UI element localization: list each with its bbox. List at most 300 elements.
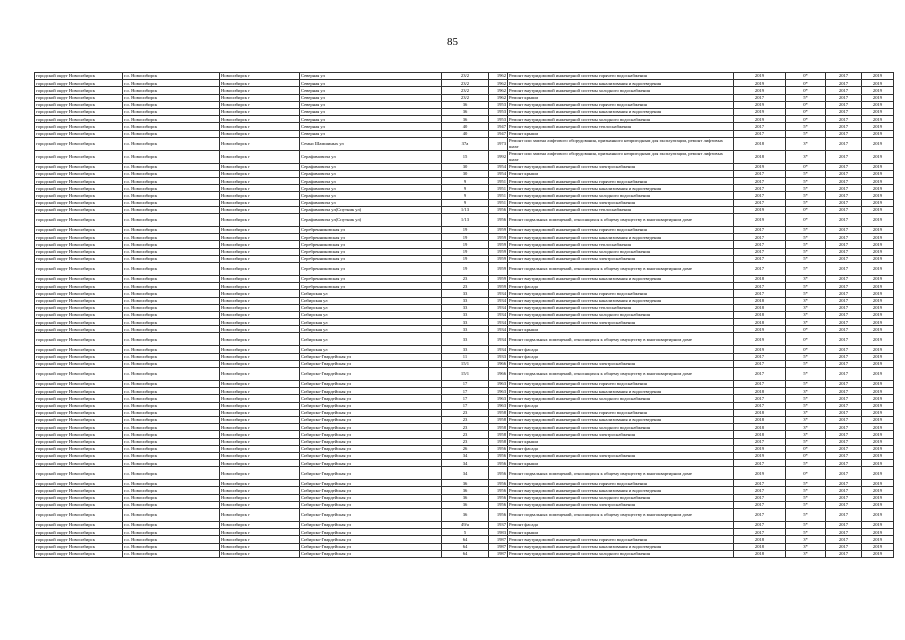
- period-end-cell: 2019: [862, 87, 894, 94]
- work-type-cell: Ремонт внутридомовой инженерной системы канализования и водоотведения: [508, 275, 734, 282]
- work-type-cell: Ремонт внутридомовой инженерной системы холодного водоснабжения: [508, 116, 734, 123]
- street-cell: Серафимовича ул: [300, 178, 442, 185]
- period-start-cell: 2017: [826, 452, 862, 459]
- plan-year-cell: 2017: [734, 199, 786, 206]
- mark-cell: 0*: [786, 445, 826, 452]
- table-row: [35, 255, 894, 262]
- municipality-cell: городской округ Новосибирск: [35, 543, 123, 550]
- table-row: [35, 522, 894, 529]
- house-number-cell: 26: [442, 445, 489, 452]
- street-cell: Сибирско-Гвардейская ул: [300, 452, 442, 459]
- built-year-cell: 1956: [489, 206, 508, 213]
- plan-year-cell: 2018: [734, 416, 786, 423]
- city-cell: Новосибирск г: [220, 388, 300, 395]
- mark-cell: 5*: [786, 170, 826, 177]
- work-type-cell: Ремонт крыши: [508, 529, 734, 536]
- built-year-cell: 1934: [489, 311, 508, 318]
- mark-cell: 3*: [786, 550, 826, 557]
- district-cell: г.о. Новосибирск: [123, 452, 220, 459]
- period-end-cell: 2019: [862, 108, 894, 115]
- table-row: [35, 326, 894, 333]
- period-end-cell: 2019: [862, 163, 894, 170]
- table-row: [35, 402, 894, 409]
- work-type-cell: Ремонт фасада: [508, 522, 734, 529]
- municipality-cell: городской округ Новосибирск: [35, 431, 123, 438]
- district-cell: г.о. Новосибирск: [123, 297, 220, 304]
- table-row: [35, 283, 894, 290]
- house-number-cell: 36: [442, 480, 489, 487]
- municipality-cell: городской округ Новосибирск: [35, 460, 123, 467]
- plan-year-cell: 2019: [734, 326, 786, 333]
- plan-year-cell: 2017: [734, 248, 786, 255]
- city-cell: Новосибирск г: [220, 333, 300, 346]
- work-type-cell: Ремонт внутридомовой инженерной системы теплоснабжения: [508, 206, 734, 213]
- built-year-cell: 1951: [489, 192, 508, 199]
- house-number-cell: 36: [442, 487, 489, 494]
- municipality-cell: городской округ Новосибирск: [35, 170, 123, 177]
- mark-cell: 0*: [786, 163, 826, 170]
- period-end-cell: 2019: [862, 494, 894, 501]
- work-type-cell: Ремонт внутридомовой инженерной системы горячего водоснабжения: [508, 178, 734, 185]
- mark-cell: 5*: [786, 227, 826, 234]
- municipality-cell: городской округ Новосибирск: [35, 123, 123, 130]
- period-start-cell: 2017: [826, 319, 862, 326]
- municipality-cell: городской округ Новосибирск: [35, 178, 123, 185]
- street-cell: Семьи Шамшиных ул: [300, 137, 442, 150]
- house-number-cell: 40: [442, 123, 489, 130]
- street-cell: Серафимовича ул: [300, 185, 442, 192]
- table-row: [35, 529, 894, 536]
- table-row: [35, 178, 894, 185]
- built-year-cell: 1953: [489, 108, 508, 115]
- house-number-cell: 36: [442, 494, 489, 501]
- work-type-cell: Ремонт внутридомовой инженерной системы канализования и водоотведения: [508, 80, 734, 87]
- mark-cell: 5*: [786, 395, 826, 402]
- city-cell: Новосибирск г: [220, 381, 300, 388]
- house-number-cell: 15/1: [442, 368, 489, 381]
- district-cell: г.о. Новосибирск: [123, 431, 220, 438]
- house-number-cell: 40: [442, 130, 489, 137]
- city-cell: Новосибирск г: [220, 409, 300, 416]
- work-type-cell: Ремонт фасада: [508, 445, 734, 452]
- municipality-cell: городской округ Новосибирск: [35, 368, 123, 381]
- work-type-cell: Ремонт внутридомовой инженерной системы канализования и водоотведения: [508, 234, 734, 241]
- city-cell: Новосибирск г: [220, 290, 300, 297]
- house-number-cell: 33: [442, 333, 489, 346]
- period-end-cell: 2019: [862, 360, 894, 367]
- mark-cell: 5*: [786, 185, 826, 192]
- municipality-cell: городской округ Новосибирск: [35, 529, 123, 536]
- mark-cell: 0*: [786, 214, 826, 227]
- built-year-cell: 1959: [489, 227, 508, 234]
- district-cell: г.о. Новосибирск: [123, 522, 220, 529]
- table-row: [35, 467, 894, 480]
- built-year-cell: 1962: [489, 73, 508, 80]
- built-year-cell: 1959: [489, 262, 508, 275]
- period-end-cell: 2019: [862, 206, 894, 213]
- table-row: [35, 416, 894, 423]
- period-start-cell: 2017: [826, 494, 862, 501]
- municipality-cell: городской округ Новосибирск: [35, 214, 123, 227]
- city-cell: Новосибирск г: [220, 248, 300, 255]
- period-end-cell: 2019: [862, 227, 894, 234]
- period-end-cell: 2019: [862, 424, 894, 431]
- period-start-cell: 2017: [826, 311, 862, 318]
- house-number-cell: 36: [442, 509, 489, 522]
- work-type-cell: Ремонт крыши: [508, 94, 734, 101]
- work-type-cell: Ремонт внутридомовой инженерной системы горячего водоснабжения: [508, 101, 734, 108]
- plan-year-cell: 2017: [734, 395, 786, 402]
- mark-cell: 0*: [786, 108, 826, 115]
- mark-cell: 5*: [786, 438, 826, 445]
- city-cell: Новосибирск г: [220, 206, 300, 213]
- municipality-cell: городской округ Новосибирск: [35, 275, 123, 282]
- period-end-cell: 2019: [862, 445, 894, 452]
- work-type-cell: Ремонт подвальных помещений, относящихся к общему имуществу в многоквартирном доме: [508, 214, 734, 227]
- table-row: [35, 494, 894, 501]
- plan-year-cell: 2017: [734, 360, 786, 367]
- plan-year-cell: 2017: [734, 283, 786, 290]
- table-body: [35, 73, 894, 558]
- house-number-cell: 19: [442, 262, 489, 275]
- city-cell: Новосибирск г: [220, 199, 300, 206]
- period-end-cell: 2019: [862, 536, 894, 543]
- period-end-cell: 2019: [862, 509, 894, 522]
- plan-year-cell: 2018: [734, 297, 786, 304]
- city-cell: Новосибирск г: [220, 116, 300, 123]
- street-cell: Серафимовича ул: [300, 192, 442, 199]
- plan-year-cell: 2017: [734, 501, 786, 508]
- district-cell: г.о. Новосибирск: [123, 445, 220, 452]
- plan-year-cell: 2019: [734, 116, 786, 123]
- house-number-cell: 64: [442, 550, 489, 557]
- table-row: [35, 206, 894, 213]
- table-row: [35, 445, 894, 452]
- street-cell: Северная ул: [300, 116, 442, 123]
- house-number-cell: 9: [442, 185, 489, 192]
- table-row: [35, 130, 894, 137]
- mark-cell: 5*: [786, 262, 826, 275]
- district-cell: г.о. Новосибирск: [123, 262, 220, 275]
- built-year-cell: 1947: [489, 130, 508, 137]
- street-cell: Серебренниковская ул: [300, 283, 442, 290]
- plan-year-cell: 2017: [734, 178, 786, 185]
- house-number-cell: 23: [442, 424, 489, 431]
- period-end-cell: 2019: [862, 116, 894, 123]
- house-number-cell: 11: [442, 353, 489, 360]
- table-row: [35, 487, 894, 494]
- house-number-cell: 5: [442, 529, 489, 536]
- period-start-cell: 2017: [826, 431, 862, 438]
- house-number-cell: 36: [442, 116, 489, 123]
- district-cell: г.о. Новосибирск: [123, 255, 220, 262]
- municipality-cell: городской округ Новосибирск: [35, 241, 123, 248]
- municipality-cell: городской округ Новосибирск: [35, 185, 123, 192]
- mark-cell: 5*: [786, 255, 826, 262]
- built-year-cell: 1987: [489, 543, 508, 550]
- municipality-cell: городской округ Новосибирск: [35, 87, 123, 94]
- house-number-cell: 34: [442, 460, 489, 467]
- plan-year-cell: 2017: [734, 438, 786, 445]
- street-cell: Северная ул: [300, 123, 442, 130]
- plan-year-cell: 2018: [734, 550, 786, 557]
- plan-year-cell: 2017: [734, 509, 786, 522]
- period-start-cell: 2017: [826, 80, 862, 87]
- mark-cell: 0*: [786, 206, 826, 213]
- mark-cell: 3*: [786, 137, 826, 150]
- street-cell: Серебренниковская ул: [300, 241, 442, 248]
- mark-cell: 5*: [786, 509, 826, 522]
- mark-cell: 5*: [786, 360, 826, 367]
- house-number-cell: 33: [442, 346, 489, 353]
- house-number-cell: 19: [442, 248, 489, 255]
- district-cell: г.о. Новосибирск: [123, 73, 220, 80]
- city-cell: Новосибирск г: [220, 123, 300, 130]
- table-row: [35, 438, 894, 445]
- house-number-cell: 19: [442, 241, 489, 248]
- plan-year-cell: 2017: [734, 170, 786, 177]
- municipality-cell: городской округ Новосибирск: [35, 130, 123, 137]
- built-year-cell: 1959: [489, 234, 508, 241]
- district-cell: г.о. Новосибирск: [123, 487, 220, 494]
- period-start-cell: 2017: [826, 199, 862, 206]
- municipality-cell: городской округ Новосибирск: [35, 80, 123, 87]
- work-type-cell: Ремонт внутридомовой инженерной системы канализования и водоотведения: [508, 487, 734, 494]
- house-number-cell: 33: [442, 311, 489, 318]
- period-end-cell: 2019: [862, 452, 894, 459]
- house-number-cell: 33: [442, 304, 489, 311]
- street-cell: Серебренниковская ул: [300, 262, 442, 275]
- city-cell: Новосибирск г: [220, 550, 300, 557]
- mark-cell: 5*: [786, 487, 826, 494]
- municipality-cell: городской округ Новосибирск: [35, 255, 123, 262]
- street-cell: Сибирско-Гвардейская ул: [300, 402, 442, 409]
- table-row: [35, 116, 894, 123]
- city-cell: Новосибирск г: [220, 368, 300, 381]
- period-start-cell: 2017: [826, 170, 862, 177]
- built-year-cell: 1934: [489, 319, 508, 326]
- city-cell: Новосибирск г: [220, 438, 300, 445]
- city-cell: Новосибирск г: [220, 487, 300, 494]
- work-type-cell: Ремонт подвальных помещений, относящихся к общему имуществу в многоквартирном доме: [508, 262, 734, 275]
- plan-year-cell: 2017: [734, 522, 786, 529]
- built-year-cell: 1963: [489, 395, 508, 402]
- built-year-cell: 1956: [489, 487, 508, 494]
- period-start-cell: 2017: [826, 381, 862, 388]
- table-row: [35, 409, 894, 416]
- city-cell: Новосибирск г: [220, 460, 300, 467]
- house-number-cell: 23: [442, 438, 489, 445]
- work-type-cell: Ремонт крыши: [508, 130, 734, 137]
- mark-cell: 5*: [786, 501, 826, 508]
- street-cell: Сибирско-Гвардейская ул: [300, 522, 442, 529]
- municipality-cell: городской округ Новосибирск: [35, 388, 123, 395]
- city-cell: Новосибирск г: [220, 494, 300, 501]
- table-row: [35, 501, 894, 508]
- period-start-cell: 2017: [826, 460, 862, 467]
- work-type-cell: Ремонт внутридомовой инженерной системы электроснабжения: [508, 163, 734, 170]
- period-end-cell: 2019: [862, 353, 894, 360]
- built-year-cell: 1951: [489, 178, 508, 185]
- period-start-cell: 2017: [826, 275, 862, 282]
- period-start-cell: 2017: [826, 536, 862, 543]
- period-start-cell: 2017: [826, 297, 862, 304]
- table-row: [35, 234, 894, 241]
- city-cell: Новосибирск г: [220, 311, 300, 318]
- plan-year-cell: 2017: [734, 529, 786, 536]
- municipality-cell: городской округ Новосибирск: [35, 311, 123, 318]
- municipality-cell: городской округ Новосибирск: [35, 283, 123, 290]
- municipality-cell: городской округ Новосибирск: [35, 137, 123, 150]
- district-cell: г.о. Новосибирск: [123, 424, 220, 431]
- work-type-cell: Ремонт внутридомовой инженерной системы электроснабжения: [508, 255, 734, 262]
- work-type-cell: Ремонт фасада: [508, 353, 734, 360]
- built-year-cell: 1966: [489, 368, 508, 381]
- street-cell: Сибирско-Гвардейская ул: [300, 480, 442, 487]
- city-cell: Новосибирск г: [220, 416, 300, 423]
- period-start-cell: 2017: [826, 178, 862, 185]
- plan-year-cell: 2019: [734, 467, 786, 480]
- house-number-cell: 9: [442, 178, 489, 185]
- period-end-cell: 2019: [862, 416, 894, 423]
- period-start-cell: 2017: [826, 353, 862, 360]
- period-start-cell: 2017: [826, 150, 862, 163]
- street-cell: Сибирско-Гвардейская ул: [300, 360, 442, 367]
- street-cell: Сибирско-Гвардейская ул: [300, 543, 442, 550]
- mark-cell: 3*: [786, 311, 826, 318]
- table-row: [35, 87, 894, 94]
- table-row: [35, 241, 894, 248]
- mark-cell: 5*: [786, 522, 826, 529]
- period-start-cell: 2017: [826, 241, 862, 248]
- city-cell: Новосибирск г: [220, 170, 300, 177]
- district-cell: г.о. Новосибирск: [123, 319, 220, 326]
- street-cell: Северная ул: [300, 73, 442, 80]
- city-cell: Новосибирск г: [220, 137, 300, 150]
- period-end-cell: 2019: [862, 192, 894, 199]
- work-type-cell: Ремонт внутридомовой инженерной системы канализования и водоотведения: [508, 543, 734, 550]
- period-end-cell: 2019: [862, 178, 894, 185]
- house-number-cell: 64: [442, 543, 489, 550]
- period-end-cell: 2019: [862, 480, 894, 487]
- period-start-cell: 2017: [826, 346, 862, 353]
- street-cell: Серафимовича ул(Спутник ул): [300, 206, 442, 213]
- city-cell: Новосибирск г: [220, 262, 300, 275]
- built-year-cell: 1959: [489, 275, 508, 282]
- city-cell: Новосибирск г: [220, 275, 300, 282]
- period-end-cell: 2019: [862, 395, 894, 402]
- district-cell: г.о. Новосибирск: [123, 460, 220, 467]
- house-number-cell: 15: [442, 150, 489, 163]
- mark-cell: 5*: [786, 529, 826, 536]
- table-row: [35, 108, 894, 115]
- work-type-cell: Ремонт внутридомовой инженерной системы теплоснабжения: [508, 304, 734, 311]
- built-year-cell: 1956: [489, 509, 508, 522]
- house-number-cell: 23: [442, 283, 489, 290]
- table-row: [35, 214, 894, 227]
- house-number-cell: 23: [442, 416, 489, 423]
- table-row: [35, 381, 894, 388]
- plan-year-cell: 2018: [734, 424, 786, 431]
- plan-year-cell: 2019: [734, 214, 786, 227]
- table-row: [35, 536, 894, 543]
- period-start-cell: 2017: [826, 206, 862, 213]
- street-cell: Сибирско-Гвардейская ул: [300, 460, 442, 467]
- table-row: [35, 395, 894, 402]
- built-year-cell: 1934: [489, 333, 508, 346]
- district-cell: г.о. Новосибирск: [123, 170, 220, 177]
- period-end-cell: 2019: [862, 550, 894, 557]
- table-row: [35, 199, 894, 206]
- district-cell: г.о. Новосибирск: [123, 509, 220, 522]
- plan-year-cell: 2017: [734, 381, 786, 388]
- period-end-cell: 2019: [862, 248, 894, 255]
- built-year-cell: 1954: [489, 170, 508, 177]
- work-type-cell: Ремонт внутридомовой инженерной системы электроснабжения: [508, 319, 734, 326]
- period-end-cell: 2019: [862, 431, 894, 438]
- city-cell: Новосибирск г: [220, 431, 300, 438]
- district-cell: г.о. Новосибирск: [123, 130, 220, 137]
- plan-year-cell: 2019: [734, 333, 786, 346]
- work-type-cell: Ремонт внутридомовой инженерной системы горячего водоснабжения: [508, 409, 734, 416]
- mark-cell: 0*: [786, 452, 826, 459]
- mark-cell: 0*: [786, 116, 826, 123]
- period-end-cell: 2019: [862, 241, 894, 248]
- built-year-cell: 1983: [489, 529, 508, 536]
- house-number-cell: 34: [442, 467, 489, 480]
- period-start-cell: 2017: [826, 255, 862, 262]
- plan-year-cell: 2017: [734, 487, 786, 494]
- plan-year-cell: 2019: [734, 108, 786, 115]
- plan-year-cell: 2017: [734, 130, 786, 137]
- work-type-cell: Ремонт фасада: [508, 402, 734, 409]
- mark-cell: 0*: [786, 73, 826, 80]
- street-cell: Сибирско-Гвардейская ул: [300, 494, 442, 501]
- work-type-cell: Ремонт внутридомовой инженерной системы электроснабжения: [508, 452, 734, 459]
- work-type-cell: Ремонт внутридомовой инженерной системы горячего водоснабжения: [508, 73, 734, 80]
- plan-year-cell: 2017: [734, 402, 786, 409]
- house-number-cell: 49/а: [442, 522, 489, 529]
- period-end-cell: 2019: [862, 487, 894, 494]
- built-year-cell: 1962: [489, 94, 508, 101]
- table-row: [35, 319, 894, 326]
- district-cell: г.о. Новосибирск: [123, 283, 220, 290]
- street-cell: Сибирско-Гвардейская ул: [300, 487, 442, 494]
- work-type-cell: Ремонт крыши: [508, 460, 734, 467]
- house-number-cell: 17: [442, 395, 489, 402]
- city-cell: Новосибирск г: [220, 80, 300, 87]
- house-number-cell: 23/2: [442, 87, 489, 94]
- work-type-cell: Ремонт крыши: [508, 326, 734, 333]
- built-year-cell: 1959: [489, 283, 508, 290]
- period-end-cell: 2019: [862, 346, 894, 353]
- mark-cell: 5*: [786, 283, 826, 290]
- city-cell: Новосибирск г: [220, 543, 300, 550]
- district-cell: г.о. Новосибирск: [123, 388, 220, 395]
- period-end-cell: 2019: [862, 333, 894, 346]
- municipality-cell: городской округ Новосибирск: [35, 199, 123, 206]
- work-type-cell: Ремонт внутридомовой инженерной системы холодного водоснабжения: [508, 311, 734, 318]
- period-start-cell: 2017: [826, 360, 862, 367]
- city-cell: Новосибирск г: [220, 467, 300, 480]
- table-row: [35, 353, 894, 360]
- plan-year-cell: 2017: [734, 480, 786, 487]
- mark-cell: 5*: [786, 368, 826, 381]
- municipality-cell: городской округ Новосибирск: [35, 395, 123, 402]
- municipality-cell: городской округ Новосибирск: [35, 192, 123, 199]
- built-year-cell: 1951: [489, 199, 508, 206]
- district-cell: г.о. Новосибирск: [123, 87, 220, 94]
